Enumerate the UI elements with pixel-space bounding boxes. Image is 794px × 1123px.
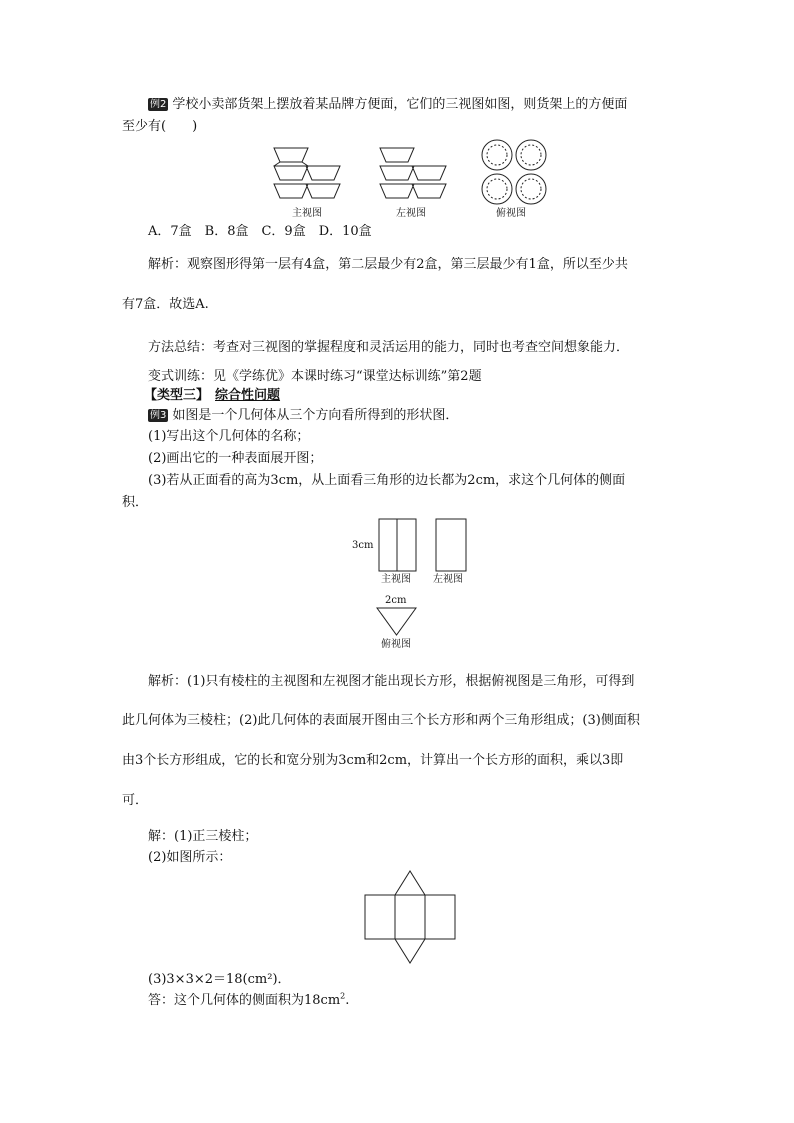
example-2-options: A．7盒 B．8盒 C．9盒 D．10盒 [148,224,372,239]
answer-end: . [345,993,350,1008]
solution-1: 解：(1)正三棱柱； [148,829,258,844]
left-view-label: 左视图 [396,208,426,219]
example-3-analysis-line-4: 可． [122,793,149,808]
type-3-heading [144,387,280,405]
example-2-text: 学校小卖部货架上摆放着某品牌方便面，它们的三视图如图，则货架上的方便面 [172,97,628,112]
example-3-intro-text: 如图是一个几何体从三个方向看所得到的形状图． [172,408,459,423]
top-view-label: 俯视图 [496,208,526,219]
example-3-intro [148,407,458,425]
height-label: 3cm [352,540,374,551]
example-2-badge: 例2 [150,99,167,110]
example-2-line-2: 至少有( ) [122,119,198,134]
type-3-title: 综合性问题 [215,388,281,403]
noodle-top-view [480,138,550,208]
example-2-line-1 [148,96,627,114]
noodle-front-view [272,146,352,206]
noodle-left-view [378,146,458,206]
prism-top-view [376,607,418,637]
solution-3: (3)3×3×2＝18(cm²)． [148,972,291,987]
answer [148,992,349,1010]
example-2-analysis-line-2: 有7盒．故选A. [122,297,209,312]
example-3-analysis-line-3: 由3个长方形组成，它的长和宽分别为3cm和2cm，计算出一个长方形的面积，乘以3即 [122,753,624,768]
prism-front-view [378,518,418,572]
example-3-q3-line-2: 积． [122,495,149,510]
type-3-label: 【类型三】 [144,388,210,403]
example-3-analysis-line-1: 解析：(1)只有棱柱的主视图和左视图才能出现长方形，根据俯视图是三角形，可得到 [148,674,635,689]
example-2-analysis-line-1: 解析：观察图形得第一层有4盒，第二层最少有2盒，第三层最少有1盒，所以至少共 [148,257,628,272]
answer-superscript: 2 [340,991,346,1001]
variant-training: 变式训练：见《学练优》本课时练习“课堂达标训练”第2题 [148,369,482,384]
example-3-badge: 例3 [150,410,167,421]
edge-label: 2cm [385,595,407,606]
prism-front-view-label: 主视图 [381,574,411,585]
example-3-q2: (2)画出它的一种表面展开图； [148,451,323,466]
example-3-q1: (1)写出这个几何体的名称； [148,429,310,444]
prism-top-view-label: 俯视图 [381,639,411,650]
prism-left-view-label: 左视图 [433,574,463,585]
front-view-label: 主视图 [292,208,322,219]
prism-net-diagram [364,869,458,965]
solution-2: (2)如图所示： [148,850,232,865]
method-summary: 方法总结：考查对三视图的掌握程度和灵活运用的能力，同时也考查空间想象能力． [148,340,630,355]
example-3-q3-line-1: (3)若从正面看的高为3cm，从上面看三角形的边长都为2cm，求这个几何体的侧面 [148,473,626,488]
prism-left-view [435,518,469,572]
answer-text: 答：这个几何体的侧面积为18cm [148,993,341,1008]
example-3-analysis-line-2: 此几何体为三棱柱；(2)此几何体的表面展开图由三个长方形和两个三角形组成；(3)侧面积 [122,713,640,728]
